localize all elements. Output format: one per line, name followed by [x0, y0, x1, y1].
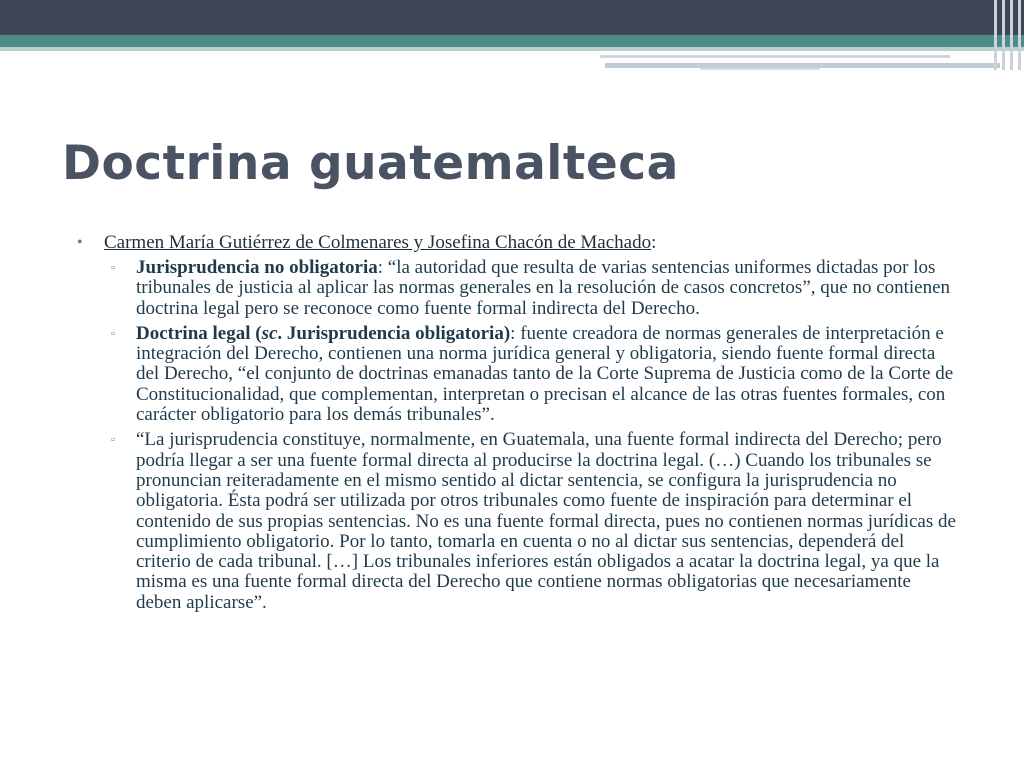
header-dark-bar	[0, 0, 1024, 35]
sub-bullet-item	[111, 324, 961, 425]
header-light-bar	[0, 47, 1024, 51]
term-part: Doctrina legal (	[136, 322, 262, 344]
author-suffix: :	[651, 232, 657, 253]
sub-bullet-text	[136, 324, 961, 425]
sub-bullet-item	[111, 430, 961, 613]
header-stripe	[1018, 0, 1021, 70]
term	[136, 323, 510, 344]
definition: : fuente creadora de normas generales de interpretación e integración del Derecho, contienen una norma jurídica general y obligatoria, siendo fuente formal directa del Derecho, “el conjunto de doctrinas emanadas tanto de la Corte Suprema de Justicia como de la Corte de Constitucionalidad, que complementan, interpretan o precisan el alcance de las otras fuentes formales, con carácter obligatorio para los demás tribunales”.	[136, 322, 954, 426]
header-accent-line	[600, 55, 950, 58]
definition: : “la autoridad que resulta de varias sentencias uniformes dictadas por los tribunales de justicia al aplicar las normas generales en la resolución de casos concretos”, que no contienen doctrina legal pero se reconoce como fuente formal indirecta del Derecho.	[136, 257, 951, 319]
bullet-icon: •	[77, 234, 83, 251]
slide-content	[77, 232, 977, 613]
sub-bullet-icon: ▫	[111, 262, 115, 274]
author-names: Carmen María Gutiérrez de Colmenares y Josefina Chacón de Machado	[104, 232, 652, 253]
sub-bullet-icon: ▫	[111, 327, 115, 340]
slide-title: Doctrina guatemalteca	[62, 136, 679, 191]
sub-bullet-text	[136, 258, 961, 319]
header-accent-line	[700, 68, 820, 70]
header-stripe	[1002, 0, 1005, 70]
term: Jurisprudencia no obligatoria	[136, 257, 378, 278]
sub-bullet-item	[111, 258, 961, 319]
term-part: . Jurisprudencia obligatoria)	[277, 322, 511, 344]
bullet-text	[104, 232, 656, 253]
header-stripe	[994, 0, 997, 70]
sub-bullet-text: “La jurisprudencia constituye, normalmente, en Guatemala, una fuente formal indirecta del Derecho; pero podría llegar a ser una fuente formal directa al producirse la doctrina legal. (…) Cuando los tribunales se pronuncian reiteradamente en el mismo sentido al dictar sentencia, se configura la jurisprudencia no obligatoria. Ésta podrá ser utilizada por otros tribunales como fuente de inspiración para determinar el contenido de sus propias sentencias. No es una fuente formal directa, pues no contienen normas jurídicas de cumplimiento obligatorio. Por lo tanto, tomarla en cuenta o no al dictar sus sentencias, dependerá del criterio de cada tribunal. […] Los tribunales inferiores están obligados a acatar la doctrina legal, ya que la misma es una fuente formal directa del Derecho que contiene normas obligatorias que necesariamente deben aplicarse”.	[136, 429, 956, 613]
bullet-item-author	[77, 232, 977, 253]
header-stripe	[1010, 0, 1013, 70]
sub-bullet-icon: ▫	[111, 434, 115, 447]
header-teal-bar	[0, 35, 1024, 47]
term-italic: sc	[261, 322, 278, 344]
